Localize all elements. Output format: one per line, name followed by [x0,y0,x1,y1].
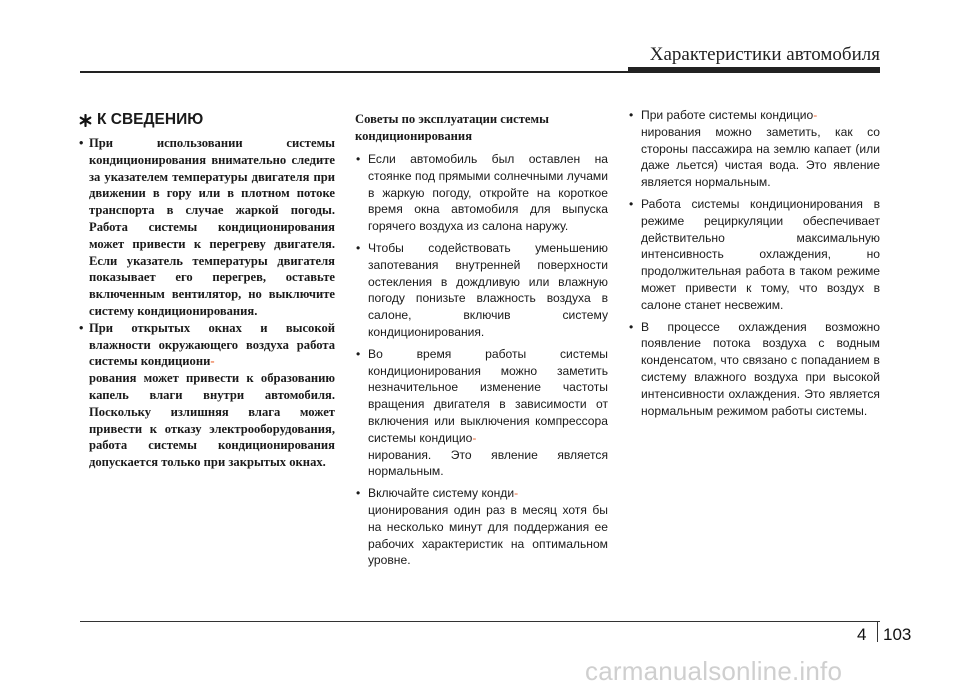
hyphen-mark: - [813,108,818,122]
asterisk-icon [79,114,92,127]
notice-title-text: К СВЕДЕНИЮ [97,111,204,128]
hyphen-mark: - [210,354,215,369]
tips-list [355,151,608,569]
notice-item: • При использовании системы кондиционирования внимательно следите за указателем температуры двигателя при движении в гору или в плотном потоке транспорта в случае жаркой погоды. Работа системы кондиционирования может привести к перегреву двигателя. Если указатель температуры двигателя показывает его перегрев, оставьте включенным вентилятор, но выключите систему кондиционирования. [79,135,335,320]
footer-separator [877,622,878,642]
footer-rule [80,621,880,622]
tip-item: • Включайте систему конди- ционирования один раз в месяц хотя бы на несколько минут для поддержания ее рабочих характеристик на оптимальном уровне. [355,485,608,569]
header-title: Характеристики автомобиля [649,44,880,65]
chapter-number: 4 [857,625,867,644]
column-notice [79,107,335,471]
watermark: carmanualsonline.info [585,656,843,686]
tip-item: • В процессе охлаждения возможно появление потока воздуха с водным конденсатом, что связано с попаданием в систему влажного воздуха при высокой интенсивности охлаждения. Это является нормальным режимом работы системы. [628,319,880,420]
hyphen-mark: - [514,486,519,501]
tips-list-continued [628,107,880,419]
column-tips [355,107,608,574]
header-rule-accent [628,67,880,73]
page-number: 103 [883,625,912,644]
tip-item: • Во время работы системы кондиционирования можно заметить незначительное изменение частоты вращения двигателя в зависимости от включения или выключения компрессора системы кондицио- нирования. Это явление является нормальным. [355,346,608,480]
tip-item: • Работа системы кондиционирования в режиме рециркуляции обеспечивает действительно максимальную интенсивность охлаждения, но продолжительная работа в таком режиме может привести к тому, что воздух в салоне станет несвежим. [628,196,880,314]
notice-title [79,111,335,129]
tip-item: • Чтобы содействовать уменьшению запотевания внутренней поверхности остекления в дождливую или влажную погоду понизьте влажность воздуха в салоне, включив систему кондиционирования. [355,240,608,341]
column-tips-continued [628,107,880,424]
tip-item: • Если автомобиль был оставлен на стоянке под прямыми солнечными лучами в жаркую погоду, откройте на короткое время окна автомобиля для выпуска горячего воздуха из салона наружу. [355,151,608,235]
tip-item: • При работе системы кондицио- нирования можно заметить, как со стороны пассажира на землю капает (или даже льется) чистая вода. Это явление является нормальным. [628,107,880,191]
tips-heading: Советы по эксплуатации системы кондиционирования [355,112,549,143]
notice-list [79,135,335,471]
hyphen-mark: - [472,430,477,445]
notice-item: • При открытых окнах и высокой влажности окружающего воздуха работа системы кондициони- рования может привести к образованию капель влаги внутри автомобиля. Поскольку излишняя влага может привести к отказу электрооборудования, работа системы кондиционирования допускается только при закрытых окнах. [79,320,335,471]
